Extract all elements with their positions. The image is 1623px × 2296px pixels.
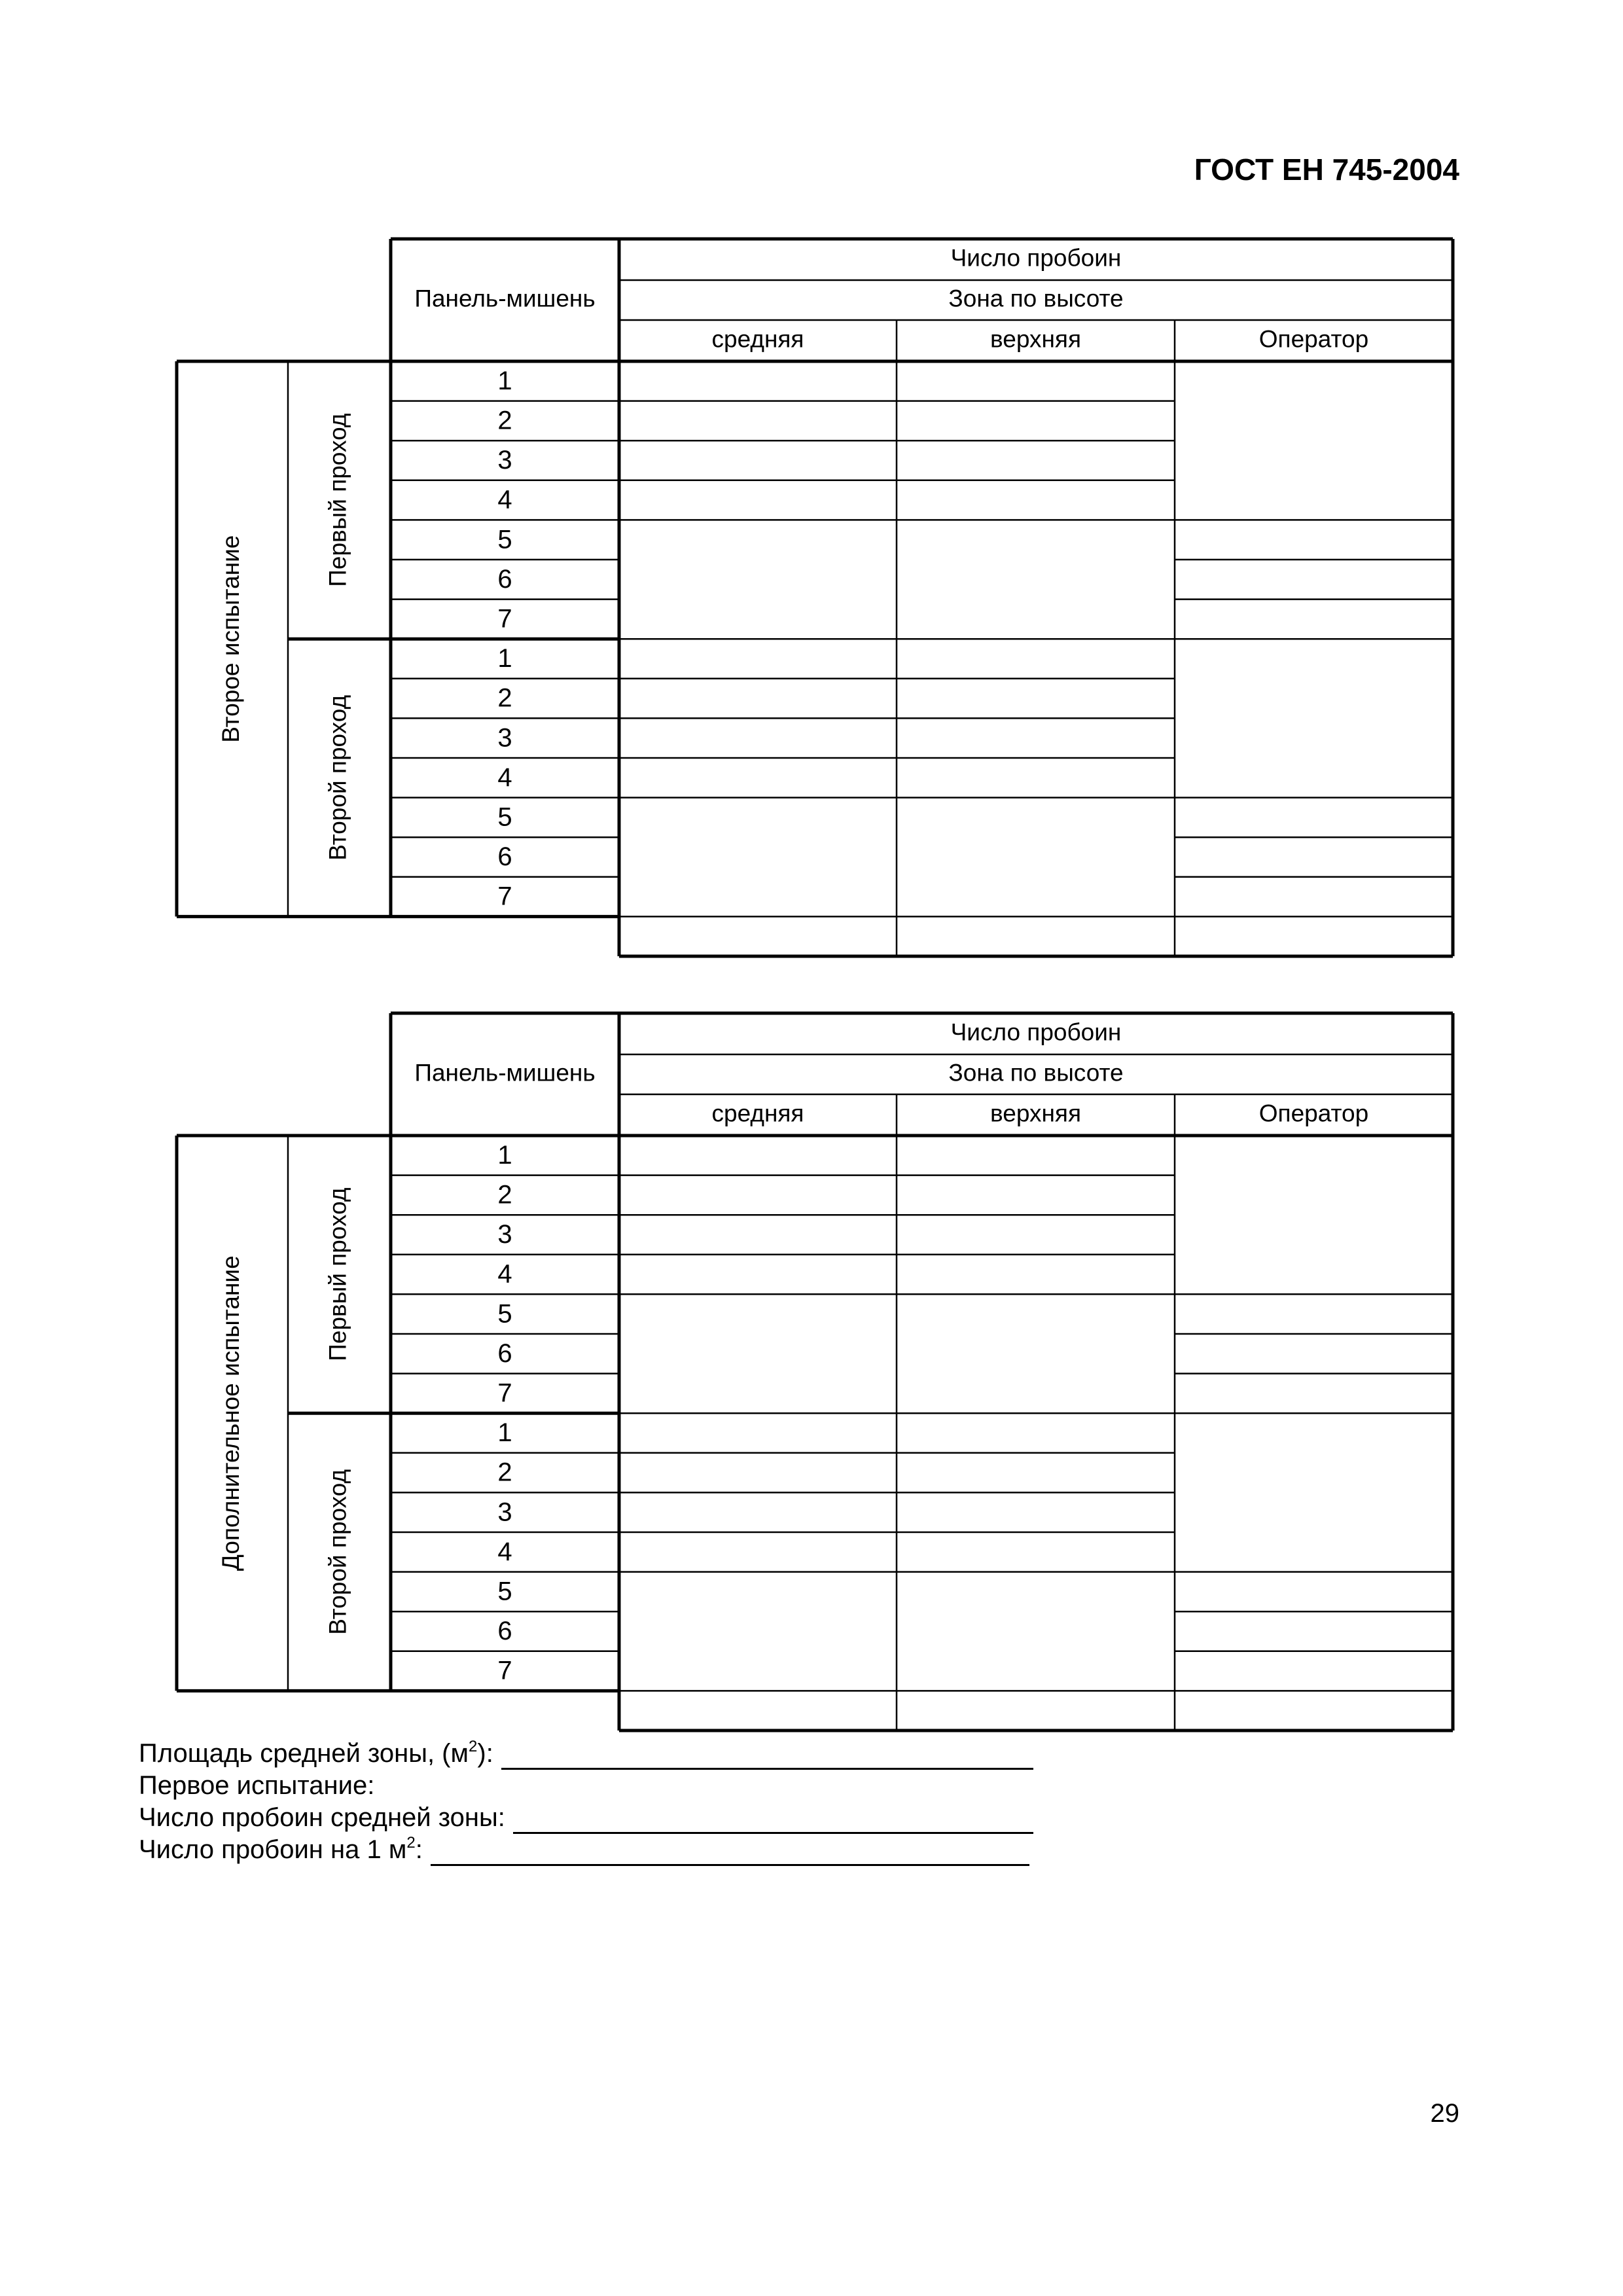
panel-number-cell: 3 <box>497 446 512 475</box>
panel-number-cell: 7 <box>497 1656 512 1685</box>
document-header: ГОСТ ЕН 745-2004 <box>1194 152 1459 187</box>
middle-zone-header: средняя <box>711 1100 804 1127</box>
panel-number-cell: 5 <box>497 1299 512 1329</box>
second-pass-label: Второй проход <box>324 1469 351 1635</box>
per-m2-label: Число пробоин на 1 $м^2$: <box>139 1834 423 1864</box>
panel-number-cell: 2 <box>497 1458 512 1487</box>
hole-count-header: Число пробоин <box>950 244 1122 272</box>
panel-number-cell: 1 <box>497 644 512 673</box>
panel-number-cell: 6 <box>497 564 512 594</box>
panel-number-cell: 6 <box>497 1338 512 1368</box>
panel-target-header: Панель-мишень <box>414 1059 596 1086</box>
panel-number-cell: 7 <box>497 1378 512 1408</box>
panel-number-cell: 4 <box>497 485 512 514</box>
panel-number-cell: 5 <box>497 1577 512 1606</box>
panel-number-cell: 6 <box>497 842 512 872</box>
panel-number-cell: 2 <box>497 683 512 713</box>
panel-number-cell: 7 <box>497 882 512 911</box>
middle-count-label: Число пробоин средней зоны: <box>139 1803 505 1832</box>
upper-zone-header: верхняя <box>990 1100 1081 1127</box>
middle-count-input-line[interactable] <box>513 1807 1033 1834</box>
per-m2-row <box>139 1834 1251 1866</box>
panel-number-cell: 4 <box>497 1259 512 1289</box>
panel-number-cell: 7 <box>497 604 512 634</box>
operator-header: Оператор <box>1258 1100 1369 1127</box>
first-pass-label: Первый проход <box>324 1187 351 1361</box>
panel-number-cell: 1 <box>497 366 512 395</box>
panel-number-cell: 5 <box>497 525 512 554</box>
area-label: Площадь средней зоны, $(м^2)$: <box>139 1738 493 1768</box>
panel-number-cell: 4 <box>497 1537 512 1566</box>
panel-number-cell: 4 <box>497 762 512 792</box>
height-zone-header: Зона по высоте <box>948 285 1124 312</box>
page-number: 29 <box>1430 2099 1459 2128</box>
height-zone-header: Зона по высоте <box>948 1059 1124 1086</box>
footer-fields <box>139 1738 1251 1866</box>
panel-target-header: Панель-мишень <box>414 285 596 312</box>
panel-number-cell: 5 <box>497 802 512 832</box>
results-table-1 <box>0 236 1623 962</box>
test-group-label: Второе испытание <box>217 535 244 743</box>
first-pass-label: Первый проход <box>324 413 351 587</box>
panel-number-cell: 3 <box>497 723 512 753</box>
panel-number-cell: 3 <box>497 1220 512 1249</box>
panel-number-cell: 3 <box>497 1498 512 1527</box>
first-test-row <box>139 1770 1251 1802</box>
first-test-label: Первое испытание: <box>139 1771 375 1800</box>
panel-number-cell: 1 <box>497 1140 512 1170</box>
panel-number-cell: 2 <box>497 406 512 435</box>
per-m2-input-line[interactable] <box>431 1839 1029 1866</box>
operator-header: Оператор <box>1258 325 1369 353</box>
panel-number-cell: 2 <box>497 1180 512 1210</box>
panel-number-cell: 1 <box>497 1418 512 1448</box>
area-input-line[interactable] <box>501 1743 1033 1770</box>
test-group-label: Дополнительное испытание <box>217 1255 244 1571</box>
results-table-2 <box>0 1010 1623 1736</box>
panel-number-cell: 6 <box>497 1617 512 1646</box>
area-row <box>139 1738 1251 1770</box>
middle-count-row <box>139 1802 1251 1834</box>
hole-count-header: Число пробоин <box>950 1018 1122 1046</box>
upper-zone-header: верхняя <box>990 325 1081 353</box>
middle-zone-header: средняя <box>711 325 804 353</box>
second-pass-label: Второй проход <box>324 694 351 861</box>
